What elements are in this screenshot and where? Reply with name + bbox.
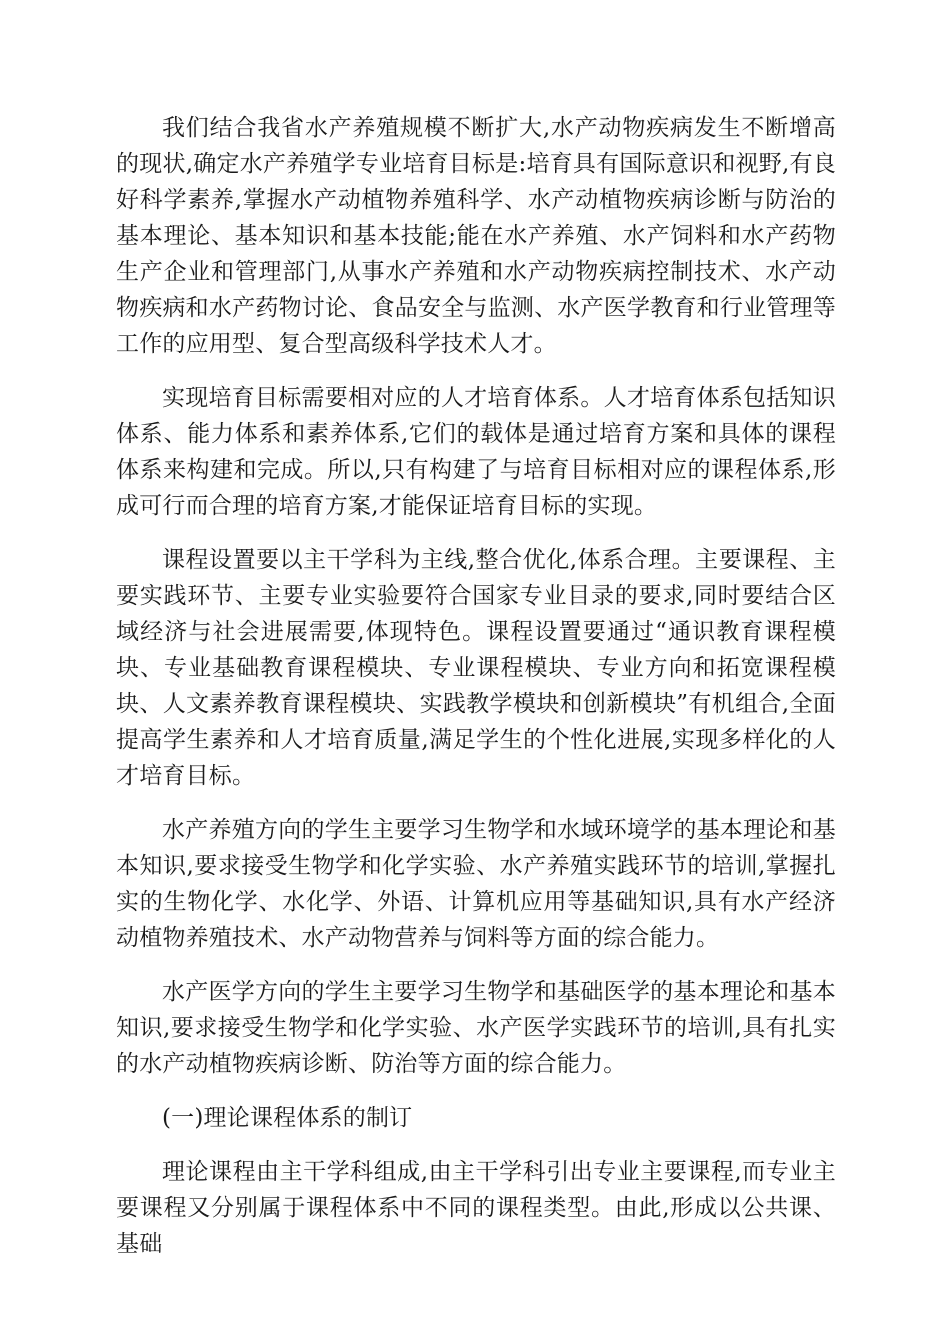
paragraph-training-system: 实现培育目标需要相对应的人才培育体系。人才培育体系包括知识体系、能力体系和素养体系,它们的载体是通过培育方案和具体的课程体系来构建和完成。所以,只有构建了与培育目标相对应的课程体系,形成可行而合理的培育方案,才能保证培育目标的实现。 [116, 385, 836, 519]
document-body [116, 110, 836, 1280]
paragraph-aquaculture-direction: 水产养殖方向的学生主要学习生物学和水域环境学的基本理论和基本知识,要求接受生物学和化学实验、水产养殖实践环节的培训,掌握扎实的生物化学、水化学、外语、计算机应用等基础知识,具有水产经济动植物养殖技术、水产动物营养与饲料等方面的综合能力。 [116, 817, 836, 951]
paragraph-course-setup: 课程设置要以主干学科为主线,整合优化,体系合理。主要课程、主要实践环节、主要专业实验要符合国家专业目录的要求,同时要结合区域经济与社会进展需要,体现特色。课程设置要通过“通识教育课程模块、专业基础教育课程模块、专业课程模块、专业方向和拓宽课程模块、人文素养教育课程模块、实践教学模块和创新模块”有机组合,全面提高学生素养和人才培育质量,满足学生的个性化进展,实现多样化的人才培育目标。 [116, 547, 836, 789]
paragraph-theory-courses: 理论课程由主干学科组成,由主干学科引出专业主要课程,而专业主要课程又分别属于课程体系中不同的课程类型。由此,形成以公共课、基础 [116, 1159, 836, 1257]
paragraph-training-goal: 我们结合我省水产养殖规模不断扩大,水产动物疾病发生不断增高的现状,确定水产养殖学专业培育目标是:培育具有国际意识和视野,有良好科学素养,掌握水产动植物养殖科学、水产动植物疾病诊断与防治的基本理论、基本知识和基本技能;能在水产养殖、水产饲料和水产药物生产企业和管理部门,从事水产养殖和水产动物疾病控制技术、水产动物疾病和水产药物讨论、食品安全与监测、水产医学教育和行业管理等工作的应用型、复合型高级科学技术人才。 [116, 115, 836, 357]
paragraph-aquatic-medicine-direction: 水产医学方向的学生主要学习生物学和基础医学的基本理论和基本知识,要求接受生物学和化学实验、水产医学实践环节的培训,具有扎实的水产动植物疾病诊断、防治等方面的综合能力。 [116, 979, 836, 1077]
section-heading: (一)理论课程体系的制订 [162, 1105, 413, 1131]
